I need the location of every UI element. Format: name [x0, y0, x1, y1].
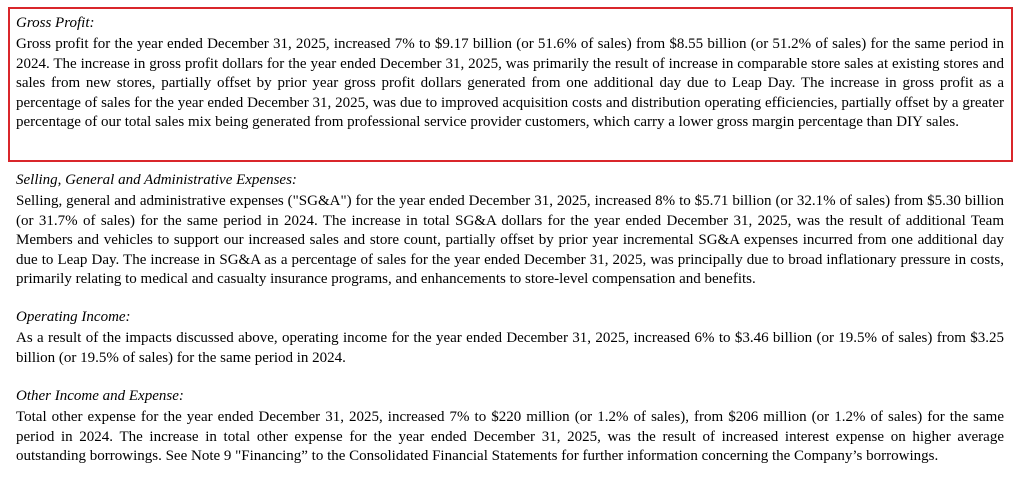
gross-profit-heading: Gross Profit:: [16, 15, 95, 31]
operating-income-paragraph: As a result of the impacts discussed above, operating income for the year ended December 31, 2025, increased 6% to $3.46 billion (or 19.5% of sales) from $3.25 billion (or 19.5% of sales) for the same period in 2024.: [16, 330, 1004, 366]
sga-heading: Selling, General and Administrative Expenses:: [16, 172, 297, 188]
gross-profit-paragraph: Gross profit for the year ended December 31, 2025, increased 7% to $9.17 billion (or 51.6% of sales) from $8.55 billion (or 51.2% of sales) for the same period in 2024. The increase in gross profit dollars for the year ended December 31, 2025, was primarily the result of increase in comparable store sales at existing stores and sales from new stores, partially offset by prior year gross profit dollars generated from one additional day due to Leap Day. The increase in gross profit as a percentage of sales for the year ended December 31, 2025, was due to improved acquisition costs and distribution operating efficiencies, partially offset by a greater percentage of our total sales mix being generated from professional service provider customers, which carry a lower gross margin percentage than DIY sales.: [16, 36, 1004, 130]
other-income-expense-paragraph: Total other expense for the year ended December 31, 2025, increased 7% to $220 million (or 1.2% of sales), from $206 million (or 1.2% of sales) for the same period in 2024. The increase in total other expense for the year ended December 31, 2025, was the result of increased interest expense on higher average outstanding borrowings. See Note 9 "Financing” to the Consolidated Financial Statements for further information concerning the Company’s borrowings.: [16, 409, 1004, 464]
operating-income-heading: Operating Income:: [16, 309, 131, 325]
other-income-expense-heading: Other Income and Expense:: [16, 388, 184, 404]
gross-profit-section: [16, 14, 1004, 133]
other-income-expense-section: [16, 387, 1004, 467]
sga-paragraph: Selling, general and administrative expenses ("SG&A") for the year ended December 31, 2025, increased 8% to $5.71 billion (or 32.1% of sales) from $5.30 billion (or 31.7% of sales) for the same period in 2024. The increase in total SG&A dollars for the year ended December 31, 2025, was the result of additional Team Members and vehicles to support our increased sales and store count, partially offset by prior year incremental SG&A expenses incurred from one additional day due to Leap Day. The increase in SG&A as a percentage of sales for the year ended December 31, 2025, was principally due to broad inflationary pressure in costs, primarily relating to medical and casualty insurance programs, and enhancements to store-level compensation and benefits.: [16, 193, 1004, 287]
sga-section: [16, 171, 1004, 290]
operating-income-section: [16, 308, 1004, 368]
